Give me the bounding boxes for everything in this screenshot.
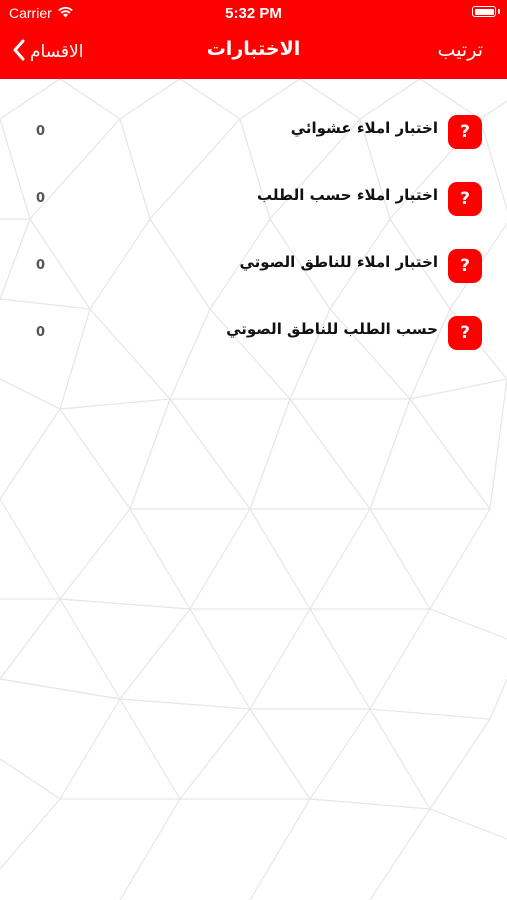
tests-list-container (0, 79, 507, 900)
test-title: حسب الطلب للناطق الصوتي (226, 320, 438, 338)
question-icon: ? (448, 115, 482, 149)
question-icon: ? (448, 182, 482, 216)
status-bar (0, 0, 507, 28)
status-time: 5:32 PM (225, 5, 282, 22)
sort-button[interactable]: ترتيب (437, 39, 483, 61)
battery-tip (498, 9, 500, 14)
list-item[interactable] (0, 99, 507, 166)
back-label: الاقسام (30, 42, 84, 62)
list-item[interactable] (0, 166, 507, 233)
page-title: الاختبارات (206, 38, 301, 60)
test-score: 0 (36, 325, 46, 340)
navigation-bar (0, 28, 507, 79)
test-score: 0 (36, 124, 46, 139)
list-item[interactable] (0, 233, 507, 300)
list-item[interactable] (0, 300, 507, 367)
test-score: 0 (36, 191, 46, 206)
app-header (0, 0, 507, 79)
test-title: اختبار املاء للناطق الصوتي (239, 253, 438, 271)
question-icon: ? (448, 249, 482, 283)
battery-icon (472, 6, 496, 17)
test-title: اختبار املاء حسب الطلب (257, 186, 438, 204)
test-title: اختبار املاء عشوائي (290, 119, 438, 137)
question-icon: ? (448, 316, 482, 350)
battery-level (475, 9, 494, 15)
carrier-label: Carrier (9, 5, 52, 21)
test-score: 0 (36, 258, 46, 273)
